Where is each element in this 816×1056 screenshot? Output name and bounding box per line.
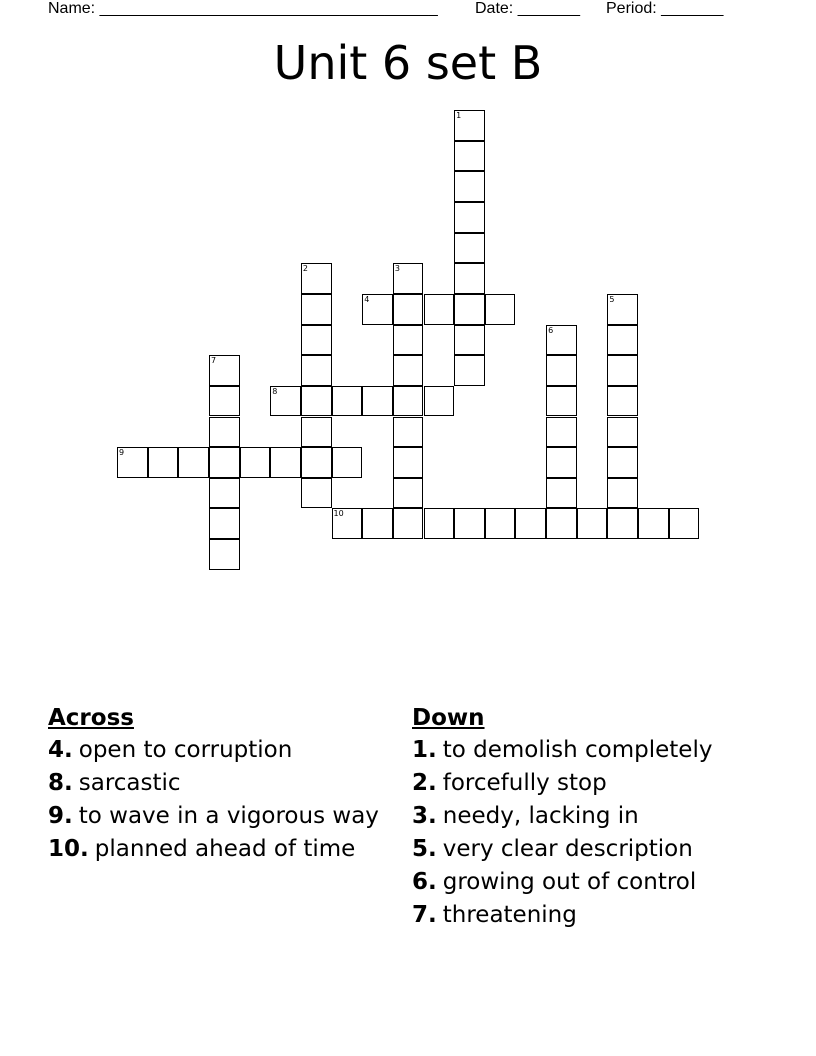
grid-cell[interactable] — [607, 447, 638, 478]
clue-number: 10 — [333, 509, 344, 519]
clue-number: 7. — [412, 902, 437, 928]
name-field[interactable]: Name: ______________________________________ — [48, 0, 438, 17]
clue-text: threatening — [442, 902, 577, 928]
clue-number: 5 — [609, 294, 615, 304]
grid-cell[interactable] — [270, 447, 301, 478]
grid-cell[interactable] — [393, 355, 424, 386]
across-clue — [48, 801, 393, 831]
grid-cell[interactable] — [393, 386, 424, 417]
grid-cell[interactable] — [546, 325, 577, 356]
clue-number: 8. — [48, 770, 73, 796]
clue-text: growing out of control — [442, 869, 697, 895]
grid-cell[interactable] — [301, 355, 332, 386]
grid-cell[interactable] — [209, 508, 240, 539]
grid-cell[interactable] — [301, 263, 332, 294]
grid-cell[interactable] — [362, 508, 393, 539]
date-field[interactable]: Date: _______ — [475, 0, 580, 17]
grid-cell[interactable] — [607, 294, 638, 325]
period-field[interactable]: Period: _______ — [606, 0, 724, 17]
down-clue — [412, 834, 792, 864]
grid-cell[interactable] — [546, 478, 577, 509]
grid-cell[interactable] — [424, 386, 455, 417]
grid-cell[interactable] — [607, 386, 638, 417]
down-clues — [412, 703, 792, 933]
grid-cell[interactable] — [638, 508, 669, 539]
grid-cell[interactable] — [607, 478, 638, 509]
grid-cell[interactable] — [454, 325, 485, 356]
clue-number: 6. — [412, 869, 437, 895]
clue-number: 6 — [548, 325, 554, 335]
down-clue — [412, 735, 792, 765]
grid-cell[interactable] — [301, 325, 332, 356]
grid-cell[interactable] — [393, 447, 424, 478]
grid-cell[interactable] — [393, 478, 424, 509]
grid-cell[interactable] — [209, 386, 240, 417]
across-clue — [48, 768, 393, 798]
grid-cell[interactable] — [209, 417, 240, 448]
grid-cell[interactable] — [332, 508, 363, 539]
grid-cell[interactable] — [577, 508, 608, 539]
grid-cell[interactable] — [515, 508, 546, 539]
clue-number: 3. — [412, 803, 437, 829]
grid-cell[interactable] — [332, 386, 363, 417]
grid-cell[interactable] — [148, 447, 179, 478]
across-clue — [48, 834, 393, 864]
grid-cell[interactable] — [301, 294, 332, 325]
down-clue — [412, 900, 792, 930]
grid-cell[interactable] — [424, 508, 455, 539]
grid-cell[interactable] — [546, 508, 577, 539]
grid-cell[interactable] — [607, 417, 638, 448]
grid-cell[interactable] — [546, 417, 577, 448]
grid-cell[interactable] — [607, 508, 638, 539]
grid-cell[interactable] — [209, 478, 240, 509]
grid-cell[interactable] — [546, 447, 577, 478]
grid-cell[interactable] — [332, 447, 363, 478]
grid-cell[interactable] — [393, 508, 424, 539]
grid-cell[interactable] — [301, 447, 332, 478]
across-heading: Across — [48, 705, 134, 731]
clue-text: to demolish completely — [442, 737, 713, 763]
grid-cell[interactable] — [454, 355, 485, 386]
down-heading: Down — [412, 705, 485, 731]
grid-cell[interactable] — [117, 447, 148, 478]
grid-cell[interactable] — [669, 508, 700, 539]
clue-number: 1. — [412, 737, 437, 763]
clue-number: 9. — [48, 803, 73, 829]
grid-cell[interactable] — [454, 171, 485, 202]
grid-cell[interactable] — [485, 508, 516, 539]
clue-number: 8 — [272, 386, 278, 396]
across-clues — [48, 703, 393, 867]
grid-cell[interactable] — [454, 263, 485, 294]
grid-cell[interactable] — [209, 355, 240, 386]
clue-text: to wave in a vigorous way — [78, 803, 379, 829]
grid-cell[interactable] — [301, 478, 332, 509]
grid-cell[interactable] — [454, 202, 485, 233]
grid-cell[interactable] — [178, 447, 209, 478]
clue-number: 5. — [412, 836, 437, 862]
clue-text: needy, lacking in — [442, 803, 639, 829]
grid-cell[interactable] — [424, 294, 455, 325]
grid-cell[interactable] — [393, 325, 424, 356]
grid-cell[interactable] — [546, 386, 577, 417]
grid-cell[interactable] — [240, 447, 271, 478]
grid-cell[interactable] — [393, 294, 424, 325]
clue-number: 10. — [48, 836, 89, 862]
across-clue — [48, 735, 393, 765]
grid-cell[interactable] — [485, 294, 516, 325]
grid-cell[interactable] — [393, 263, 424, 294]
grid-cell[interactable] — [454, 508, 485, 539]
clue-number: 4 — [364, 294, 370, 304]
clue-number: 2 — [302, 264, 308, 274]
grid-cell[interactable] — [270, 386, 301, 417]
grid-cell[interactable] — [454, 233, 485, 264]
grid-cell[interactable] — [454, 141, 485, 172]
clue-text: forcefully stop — [442, 770, 607, 796]
down-clue — [412, 801, 792, 831]
clue-text: planned ahead of time — [94, 836, 356, 862]
clue-number: 2. — [412, 770, 437, 796]
grid-cell[interactable] — [607, 355, 638, 386]
down-clue — [412, 867, 792, 897]
clue-text: very clear description — [442, 836, 693, 862]
clue-text: sarcastic — [78, 770, 181, 796]
grid-cell[interactable] — [301, 417, 332, 448]
clue-number: 3 — [394, 264, 400, 274]
grid-cell[interactable] — [301, 386, 332, 417]
down-clue — [412, 768, 792, 798]
grid-cell[interactable] — [454, 110, 485, 141]
grid-cell[interactable] — [546, 355, 577, 386]
clue-text: open to corruption — [78, 737, 293, 763]
clue-number: 9 — [119, 448, 125, 458]
page-title: Unit 6 set B — [273, 36, 543, 90]
grid-cell[interactable] — [209, 539, 240, 570]
grid-cell[interactable] — [454, 294, 485, 325]
clue-number: 7 — [210, 356, 217, 366]
grid-cell[interactable] — [209, 447, 240, 478]
grid-cell[interactable] — [393, 417, 424, 448]
clue-number: 1 — [456, 111, 462, 120]
grid-cell[interactable] — [362, 294, 393, 325]
grid-cell[interactable] — [362, 386, 393, 417]
clue-number: 4. — [48, 737, 73, 763]
grid-cell[interactable] — [607, 325, 638, 356]
